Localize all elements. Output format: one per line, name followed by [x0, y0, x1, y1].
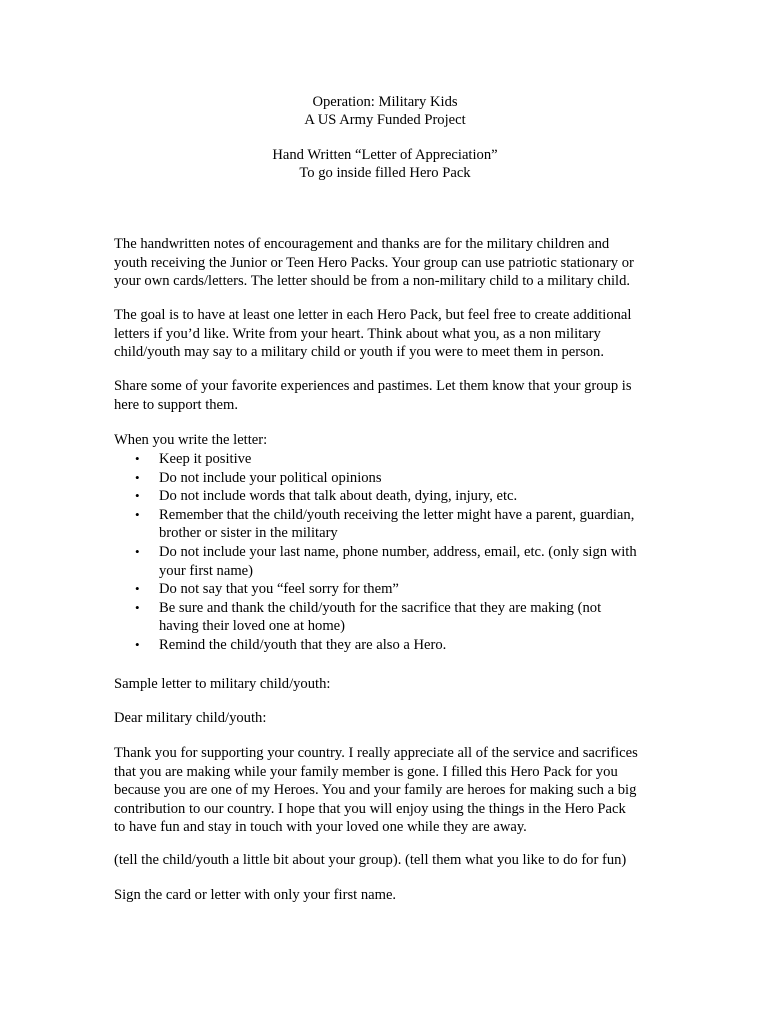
- guidelines-intro-text: When you write the letter:: [114, 432, 268, 448]
- document-subtitle: A US Army Funded Project: [304, 112, 466, 128]
- list-item-text: Remember that the child/youth receiving the letter might have a parent, guardian,: [159, 506, 635, 523]
- list-item: [114, 450, 674, 469]
- list-item: [114, 580, 674, 599]
- list-item: [114, 543, 674, 580]
- bullet-icon: •: [135, 636, 140, 652]
- list-item-text: Do not include your last name, phone number, address, email, etc. (only sign with: [159, 543, 637, 560]
- salutation-text: Dear military child/youth:: [114, 710, 267, 726]
- bullet-icon: •: [135, 543, 140, 559]
- list-item-text: Remind the child/youth that they are also a Hero.: [159, 636, 447, 653]
- letter-heading: Hand Written “Letter of Appreciation”: [272, 147, 498, 163]
- list-item: [114, 506, 674, 543]
- letter-subheading: To go inside filled Hero Pack: [299, 165, 471, 181]
- list-item: [114, 487, 674, 506]
- paragraph-line: The handwritten notes of encouragement and thanks are for the military children and: [114, 236, 610, 252]
- guidelines-list: [114, 450, 674, 655]
- list-item-text: your first name): [159, 562, 254, 579]
- paragraph-line: letters if you’d like. Write from your heart. Think about what you, as a non military: [114, 325, 601, 342]
- bullet-icon: •: [135, 581, 140, 597]
- paragraph-line: your own cards/letters. The letter should be from a non-military child to a military child.: [114, 273, 631, 290]
- bullet-icon: •: [135, 488, 140, 504]
- paragraph-line: youth receiving the Junior or Teen Hero Packs. Your group can use patriotic stationary or: [114, 254, 634, 271]
- sample-heading-text: Sample letter to military child/youth:: [114, 676, 331, 692]
- list-item-text: brother or sister in the military: [159, 525, 338, 542]
- list-item-text: Do not include words that talk about death, dying, injury, etc.: [159, 488, 518, 505]
- sample-salutation: [114, 709, 664, 728]
- list-item-text: Do not say that you “feel sorry for them”: [159, 581, 399, 598]
- bullet-icon: •: [135, 506, 140, 522]
- sign-note-text: Sign the card or letter with only your first name.: [114, 887, 397, 903]
- paragraph-line: that you are making while your family member is gone. I filled this Hero Pack for you: [114, 763, 618, 780]
- paragraph-line: The goal is to have at least one letter in each Hero Pack, but feel free to create additional: [114, 307, 632, 323]
- letter-heading-block: [0, 146, 770, 182]
- share-paragraph: [114, 377, 664, 414]
- document-title: Operation: Military Kids: [312, 94, 458, 110]
- list-item-text: Do not include your political opinions: [159, 469, 382, 486]
- bullet-icon: •: [135, 469, 140, 485]
- group-note-text: (tell the child/youth a little bit about your group). (tell them what you like to do for fun): [114, 852, 627, 868]
- document-title-block: [0, 93, 770, 129]
- paragraph-line: to have fun and stay in touch with your loved one while they are away.: [114, 819, 527, 836]
- bullet-icon: •: [135, 599, 140, 615]
- list-item: [114, 636, 674, 655]
- paragraph-line: contribution to our country. I hope that you will enjoy using the things in the Hero Pack: [114, 800, 626, 817]
- list-item-text: having their loved one at home): [159, 618, 346, 635]
- sample-heading: [114, 675, 664, 694]
- guidelines-intro: [114, 431, 664, 450]
- goal-paragraph: [114, 306, 664, 362]
- paragraph-line: Thank you for supporting your country. I really appreciate all of the service and sacrifices: [114, 745, 638, 761]
- list-item: [114, 599, 674, 636]
- sample-body-paragraph: [114, 744, 664, 837]
- intro-paragraph: [114, 235, 664, 291]
- sign-note: [114, 886, 664, 905]
- paragraph-line: here to support them.: [114, 396, 239, 413]
- group-note: [114, 851, 664, 870]
- paragraph-line: Share some of your favorite experiences and pastimes. Let them know that your group is: [114, 378, 632, 394]
- list-item-text: Keep it positive: [159, 451, 252, 467]
- bullet-icon: •: [135, 451, 140, 466]
- paragraph-line: child/youth may say to a military child or youth if you were to meet them in person.: [114, 344, 605, 361]
- paragraph-line: because you are one of my Heroes. You and your family are heroes for making such a big: [114, 782, 637, 799]
- list-item-text: Be sure and thank the child/youth for the sacrifice that they are making (not: [159, 599, 602, 616]
- list-item: [114, 469, 674, 488]
